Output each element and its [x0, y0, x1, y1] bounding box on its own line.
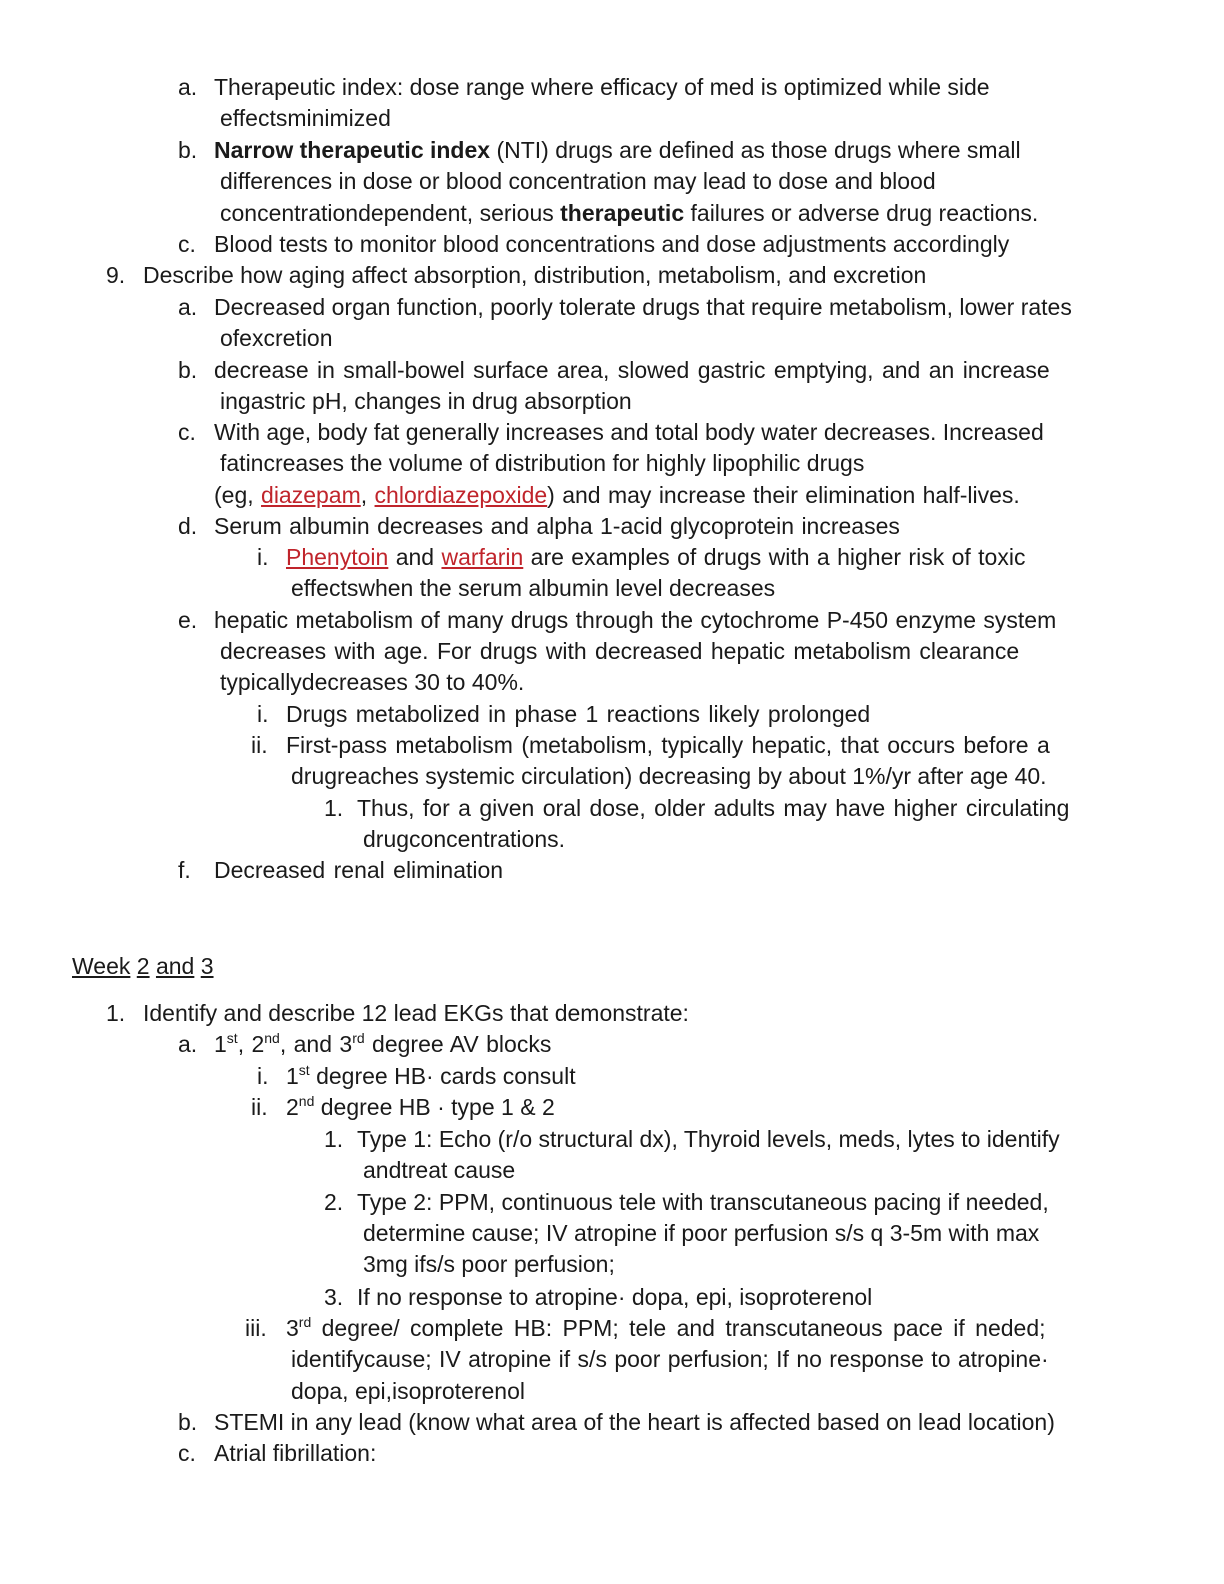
- list-item-text: fatincreases the volume of distribution for highly lipophilic drugs: [220, 450, 865, 476]
- section-heading-week-2-and-3: Week 2 and 3: [72, 953, 214, 979]
- list-item-text: (eg, diazepam, chlordiazepoxide) and may increase their elimination half-lives.: [214, 482, 1020, 508]
- list-item-text: Type 1: Echo (r/o structural dx), Thyroid levels, meds, lytes to identify: [357, 1126, 1060, 1152]
- list-marker: i.: [257, 544, 269, 570]
- list-item-text: Narrow therapeutic index (NTI) drugs are defined as those drugs where small: [214, 137, 1021, 163]
- bold-term: Narrow therapeutic index: [214, 137, 491, 163]
- list-marker: a.: [178, 74, 198, 100]
- list-marker: 3.: [324, 1284, 344, 1310]
- drug-link-warfarin[interactable]: warfarin: [441, 544, 524, 570]
- list-item-text: STEMI in any lead (know what area of the heart is affected based on lead location): [214, 1409, 1055, 1435]
- list-item-text: ofexcretion: [220, 325, 333, 351]
- drug-link-phenytoin[interactable]: Phenytoin: [286, 544, 389, 570]
- list-marker: b.: [178, 357, 198, 383]
- list-marker: 2.: [324, 1189, 344, 1215]
- list-marker: i.: [257, 1063, 269, 1089]
- list-marker: i.: [257, 701, 269, 727]
- list-item-text: Therapeutic index: dose range where efficacy of med is optimized while side: [214, 74, 990, 100]
- list-item-text: Decreased renal elimination: [214, 857, 504, 883]
- list-marker: b.: [178, 1409, 198, 1435]
- list-marker: ii.: [251, 1094, 268, 1120]
- list-marker: c.: [178, 1440, 196, 1466]
- list-marker: 9.: [106, 262, 126, 288]
- list-item-text: concentrationdependent, serious therapeutic failures or adverse drug reactions.: [220, 200, 1039, 226]
- list-item-title: Identify and describe 12 lead EKGs that demonstrate:: [143, 1000, 689, 1026]
- list-item-text: differences in dose or blood concentration may lead to dose and blood: [220, 168, 936, 194]
- list-marker: 1.: [106, 1000, 126, 1026]
- list-item-text: 1st, 2nd, and 3rd degree AV blocks: [214, 1030, 552, 1057]
- list-item-text: andtreat cause: [363, 1157, 516, 1183]
- list-item-text: drugreaches systemic circulation) decreasing by about 1%/yr after age 40.: [291, 763, 1047, 789]
- list-marker: f.: [178, 857, 191, 883]
- list-item-text: determine cause; IV atropine if poor perfusion s/s q 3-5m with max: [363, 1220, 1040, 1246]
- list-marker: iii.: [245, 1315, 267, 1341]
- list-item-text: If no response to atropine· dopa, epi, isoproterenol: [357, 1284, 873, 1310]
- list-item-text: 2nd degree HB · type 1 & 2: [286, 1093, 555, 1120]
- list-item-text: effectswhen the serum albumin level decreases: [291, 575, 776, 601]
- list-item-text: 1st degree HB· cards consult: [286, 1062, 576, 1089]
- list-item-text: Serum albumin decreases and alpha 1-acid glycoprotein increases: [214, 513, 900, 539]
- list-item-text: First-pass metabolism (metabolism, typically hepatic, that occurs before a: [286, 732, 1050, 758]
- list-item-text: ingastric pH, changes in drug absorption: [220, 388, 632, 414]
- list-item-text: decrease in small-bowel surface area, slowed gastric emptying, and an increase: [214, 357, 1050, 383]
- list-item-text: 3mg ifs/s poor perfusion;: [363, 1251, 615, 1277]
- list-marker: e.: [178, 607, 198, 633]
- list-marker: a.: [178, 294, 198, 320]
- list-item-text: typicallydecreases 30 to 40%.: [220, 669, 525, 695]
- list-marker: ii.: [251, 732, 268, 758]
- drug-link-chlordiazepoxide[interactable]: chlordiazepoxide: [374, 482, 548, 508]
- list-marker: 1.: [324, 1126, 344, 1152]
- list-marker: c.: [178, 231, 196, 257]
- list-item-text: Type 2: PPM, continuous tele with transcutaneous pacing if needed,: [357, 1189, 1049, 1215]
- list-item-text: Phenytoin and warfarin are examples of drugs with a higher risk of toxic: [286, 544, 1026, 570]
- list-item-text: Thus, for a given oral dose, older adults may have higher circulating: [357, 795, 1070, 821]
- list-item-text: hepatic metabolism of many drugs through the cytochrome P-450 enzyme system: [214, 607, 1057, 633]
- list-item-text: dopa, epi,isoproterenol: [291, 1378, 525, 1404]
- list-item-text: Atrial fibrillation:: [214, 1440, 377, 1466]
- list-item-text: effectsminimized: [220, 105, 391, 131]
- bold-term: therapeutic: [560, 200, 685, 226]
- list-marker: 1.: [324, 795, 344, 821]
- list-item-text: Drugs metabolized in phase 1 reactions likely prolonged: [286, 701, 871, 727]
- list-item-text: drugconcentrations.: [363, 826, 566, 852]
- list-marker: c.: [178, 419, 196, 445]
- list-item-text: With age, body fat generally increases and total body water decreases. Increased: [214, 419, 1044, 445]
- list-item-text: Blood tests to monitor blood concentrations and dose adjustments accordingly: [214, 231, 1010, 257]
- list-marker: b.: [178, 137, 198, 163]
- list-item-text: Decreased organ function, poorly tolerate drugs that require metabolism, lower rates: [214, 294, 1072, 320]
- list-item-text: decreases with age. For drugs with decreased hepatic metabolism clearance: [220, 638, 1020, 664]
- list-item-title: Describe how aging affect absorption, distribution, metabolism, and excretion: [143, 262, 927, 288]
- drug-link-diazepam[interactable]: diazepam: [261, 482, 361, 508]
- list-item-text: 3rd degree/ complete HB: PPM; tele and transcutaneous pace if neded;: [286, 1314, 1046, 1341]
- list-item-text: identifycause; IV atropine if s/s poor perfusion; If no response to atropine·: [291, 1346, 1049, 1372]
- list-marker: d.: [178, 513, 198, 539]
- list-marker: a.: [178, 1031, 198, 1057]
